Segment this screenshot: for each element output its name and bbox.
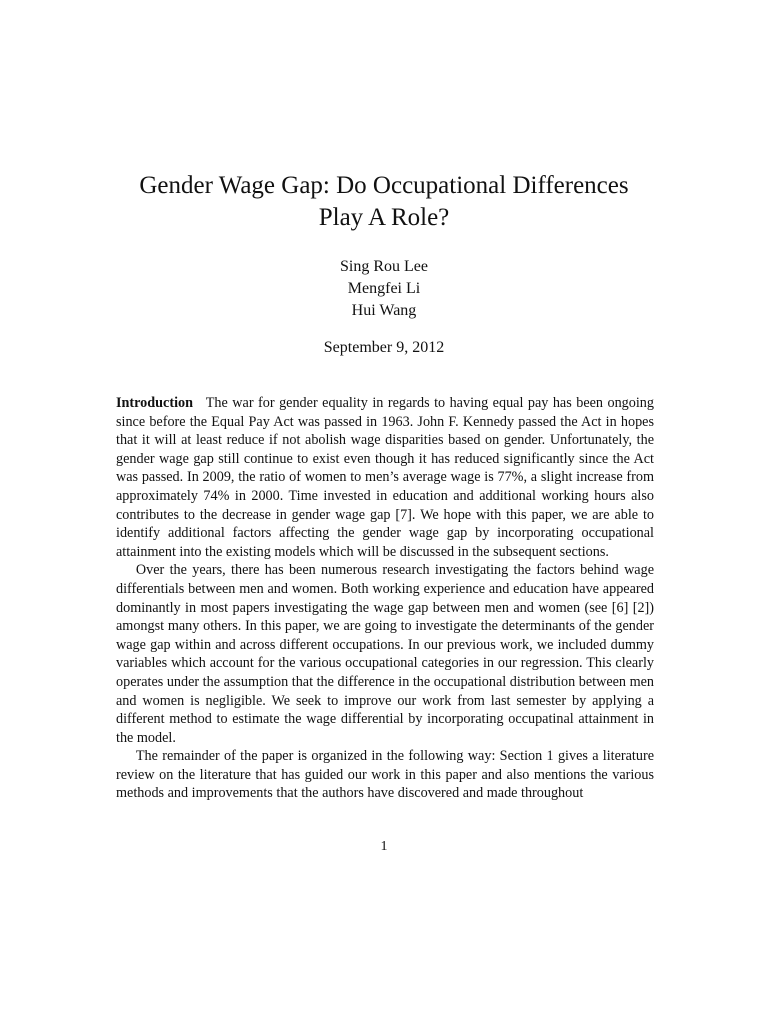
body-paragraph: The remainder of the paper is organized in the following way: Section 1 gives a literature review on the literature that has guided our work in this paper and also mentions the various methods and improvements that the authors have discovered and made throughout: [116, 748, 654, 802]
page-number: 1: [380, 839, 388, 854]
publication-date: September 9, 2012: [323, 339, 445, 356]
author-name: Hui Wang: [351, 302, 417, 319]
author-name: Sing Rou Lee: [340, 258, 428, 275]
paper-title-line-2: Play A Role?: [318, 204, 450, 231]
body-paragraph: Over the years, there has been numerous research investigating the factors behind wage differentials between men and women. Both working experience and education have appeared dominantly in most papers investigating the wage gap between men and women (see [6] [2]) amongst many others. In this paper, we are going to investigate the determinants of the gender wage gap within and across different occupations. In our previous work, we included dummy variables which account for the various occupational categories in our regression. This clearly operates under the assumption that the difference in the occupational distribution between men and women is negligible. We seek to improve our work from last semester by applying a different method to estimate the wage differential by incorporating occupatinal attainment in the model.: [116, 562, 654, 746]
introduction-section: [116, 394, 654, 803]
paper-title-line-1: Gender Wage Gap: Do Occupational Differences: [139, 172, 629, 199]
body-paragraph: [116, 394, 654, 561]
paragraph-text: The war for gender equality in regards to having equal pay has been ongoing since before the Equal Pay Act was passed in 1963. John F. Kennedy passed the Act in hopes that it will at least reduce if not abolish wage disparities based on gender. Unfortunately, the gender wage gap still continue to exist even though it has reduced significantly since the Act was passed. In 2009, the ratio of women to men’s average wage is 77%, a slight increase from approximately 74% in 2000. Time invested in education and additional working hours also contributes to the decrease in gender wage gap [7]. We hope with this paper, we are able to identify additional factors affecting the gender wage gap by incorporating occupational attainment into the existing models which will be discussed in the subsequent sections.: [116, 395, 654, 560]
paper-title: [0, 170, 768, 234]
author-list: [0, 256, 768, 322]
author-name: Mengfei Li: [347, 280, 421, 297]
section-heading: Introduction: [116, 395, 193, 411]
